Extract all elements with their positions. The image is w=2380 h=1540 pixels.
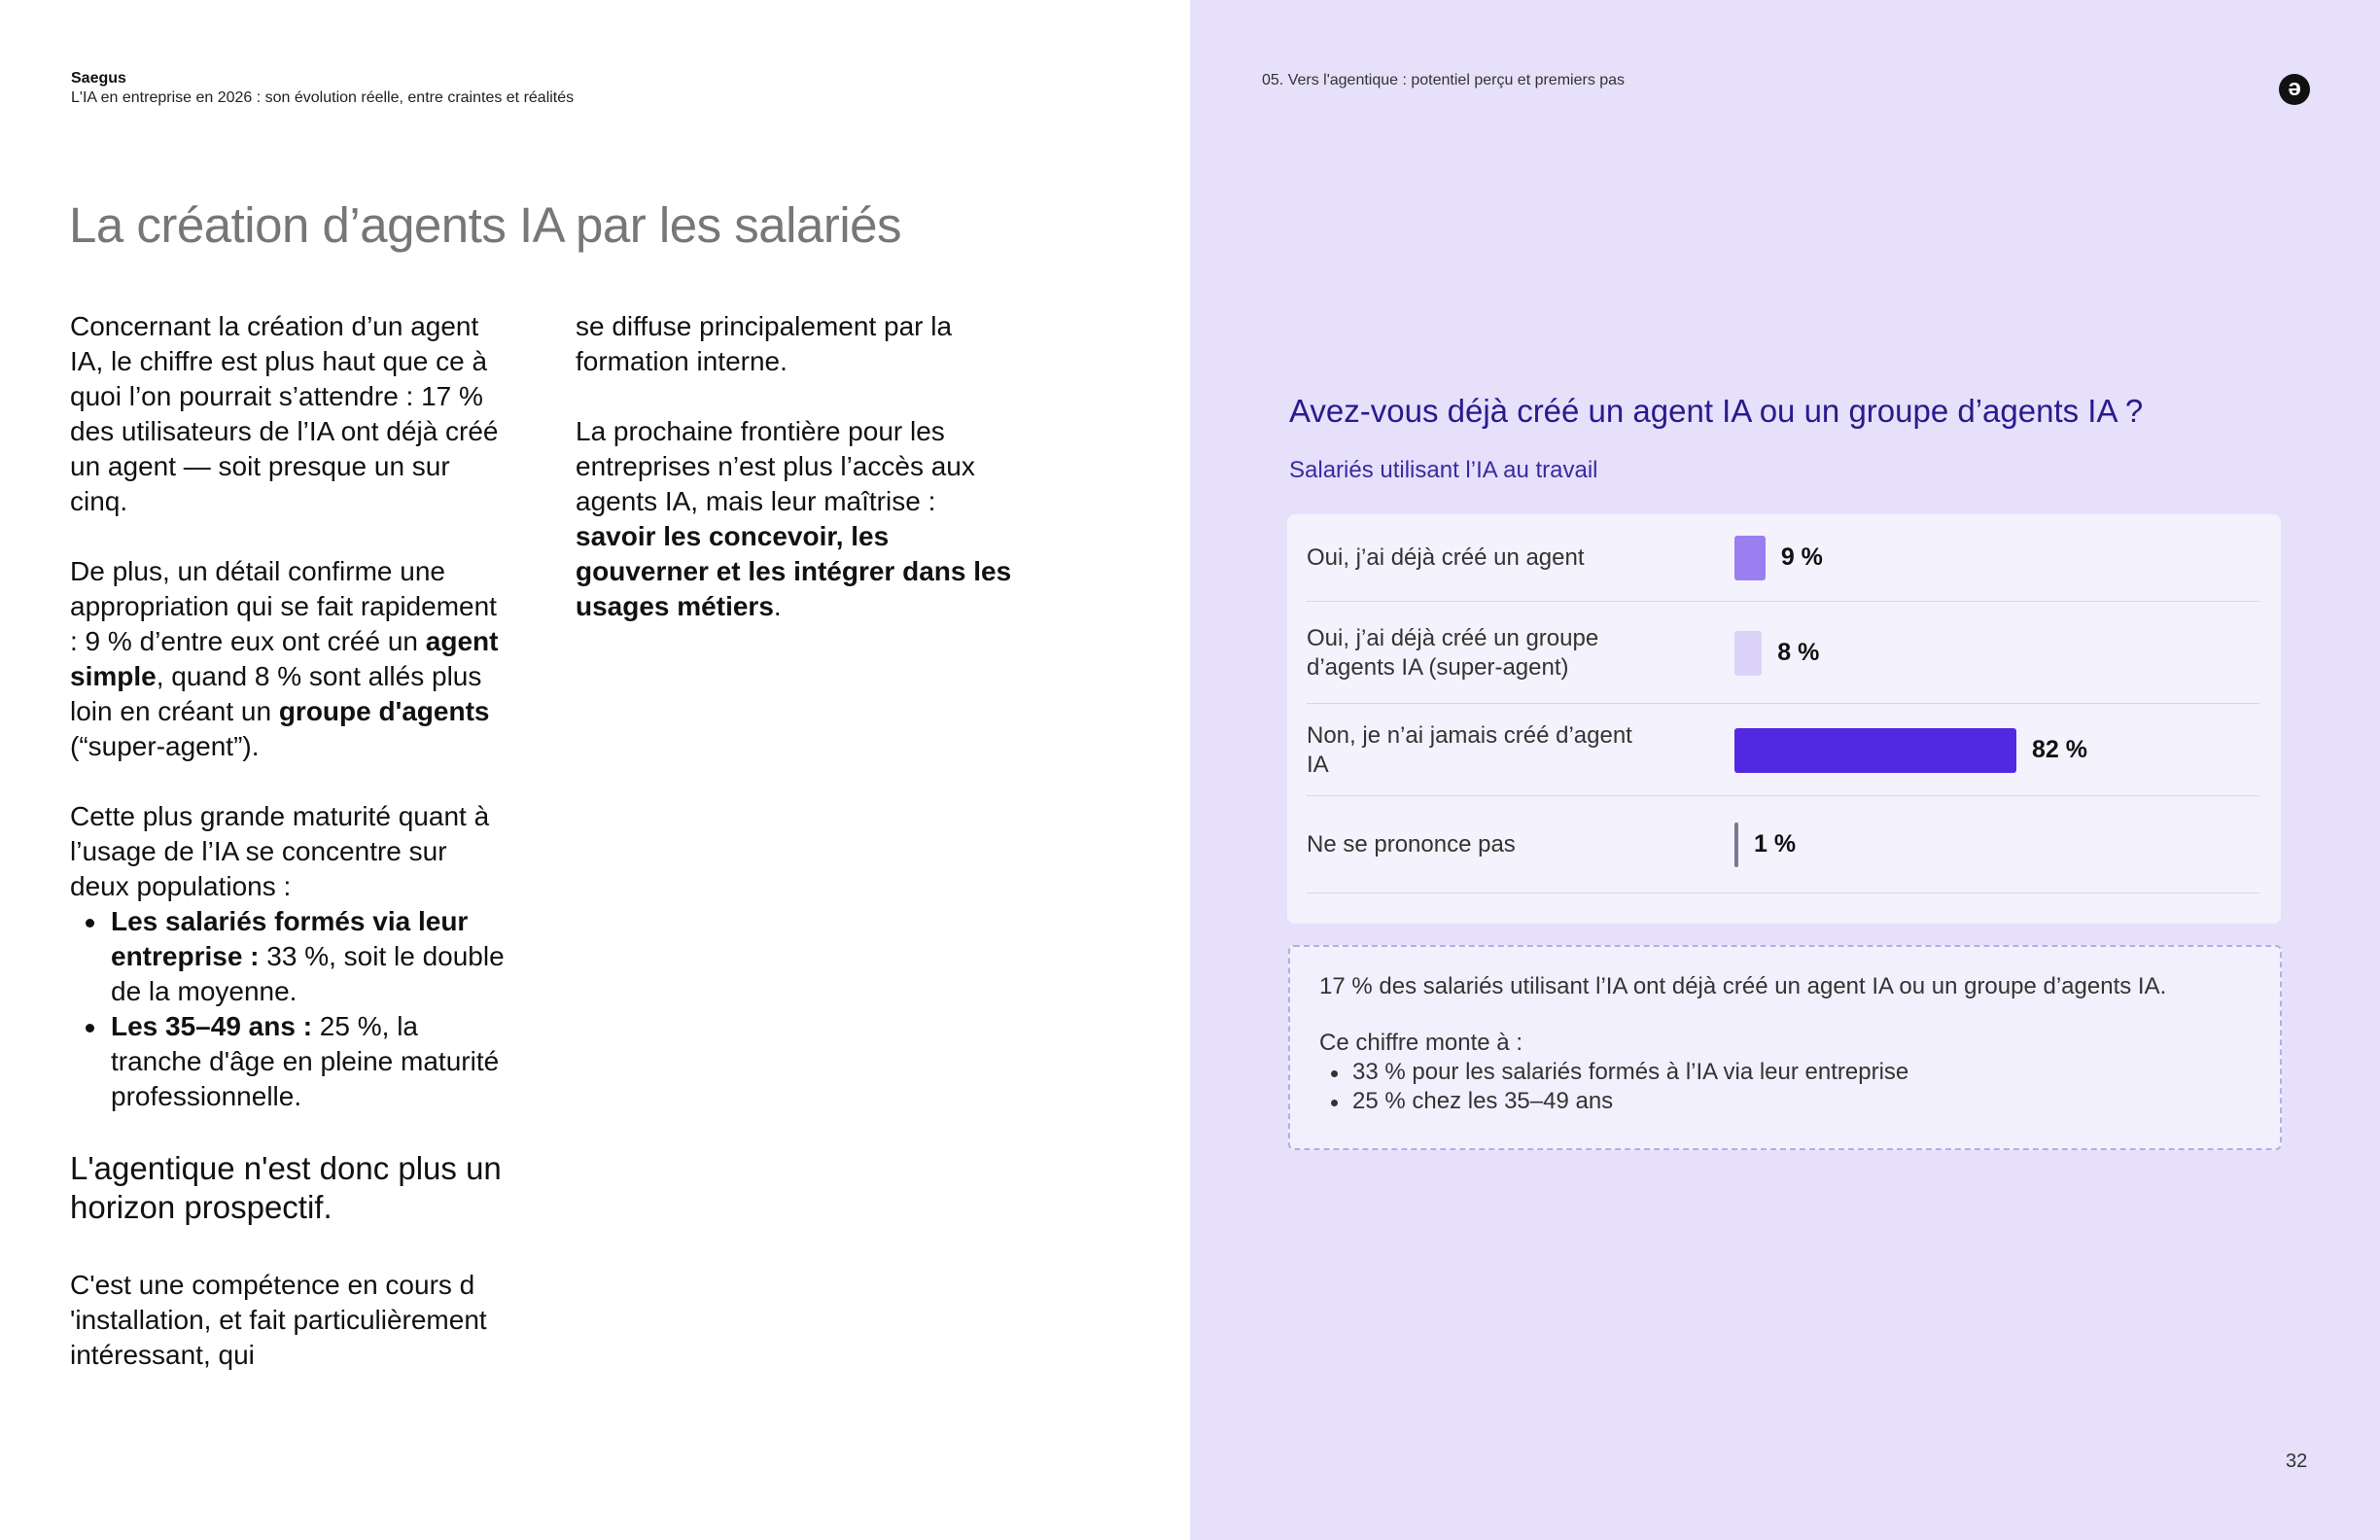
chart-row: [1307, 796, 2259, 893]
section-label: 05. Vers l'agentique : potentiel perçu et premiers pas: [1262, 72, 1626, 88]
list-item: 33 % pour les salariés formés à l’IA via leur entreprise: [1319, 1058, 2251, 1087]
bold-text: Les 35–49 ans :: [111, 1011, 313, 1041]
text-column-2: [576, 309, 1023, 659]
text-run: 33 %, soit le double de la moyenne.: [111, 941, 505, 1006]
category-label: Ne se prononce pas: [1307, 831, 1516, 858]
bar: [1734, 631, 1762, 676]
paragraph: Cette plus grande maturité quant à l’usage de l’IA se concentre sur deux populations :: [70, 801, 490, 901]
data-label: 82 %: [2032, 735, 2087, 763]
bold-text: Les salariés formés via leur entreprise :: [111, 906, 469, 971]
key-figure-note: [1288, 945, 2282, 1150]
bold-text: savoir les concevoir, les gouverner et les intégrer dans les usages métiers: [576, 521, 1012, 621]
bar: [1734, 536, 1766, 580]
bar-chart: [1287, 514, 2281, 924]
list-item: [70, 904, 508, 1009]
page-title: La création d’agents IA par les salariés: [69, 197, 902, 253]
bold-text: agent simple: [70, 626, 499, 691]
text-run: La prochaine frontière pour les entreprises n’est plus l’accès aux agents IA, mais leur maîtrise :: [576, 416, 975, 516]
text-run: (“super-agent”).: [70, 731, 260, 761]
chart-row: [1307, 602, 2259, 704]
paragraph: se diffuse principalement par la formation interne.: [576, 311, 953, 376]
note-list: [1319, 1058, 2251, 1116]
text-run: , quand 8 % sont allés plus loin en créant un: [70, 661, 482, 726]
bold-text: groupe d'agents: [278, 696, 490, 726]
bar: [1734, 822, 1738, 867]
report-subtitle: L'IA en entreprise en 2026 : son évolution réelle, entre craintes et réalités: [71, 89, 575, 106]
list-item: 25 % chez les 35–49 ans: [1319, 1087, 2251, 1116]
note-line: Ce chiffre monte à :: [1319, 1030, 1522, 1056]
data-label: 9 %: [1780, 543, 1823, 571]
list-item: [70, 1009, 508, 1114]
population-list: [70, 904, 508, 1114]
data-label: 8 %: [1777, 638, 1820, 666]
chart-row: [1307, 514, 2259, 602]
note-line: 17 % des salariés utilisant l’IA ont déjà créé un agent IA ou un groupe d’agents IA.: [1319, 973, 2167, 999]
paragraph: [70, 554, 508, 764]
chart-title: Avez-vous déjà créé un agent IA ou un groupe d’agents IA ?: [1289, 393, 2144, 429]
text-run: .: [773, 591, 782, 621]
category-label: Oui, j’ai déjà créé un groupe d’agents IA (super-agent): [1307, 624, 1599, 681]
brand-name: Saegus: [71, 70, 126, 87]
chart-subtitle: Salariés utilisant l’IA au travail: [1289, 457, 1598, 483]
paragraph: C'est une compétence en cours d 'installation, et fait particulièrement intéressant, qui: [70, 1270, 487, 1370]
data-label: 1 %: [1754, 830, 1797, 858]
category-label: Non, je n’ai jamais créé d’agent IA: [1307, 721, 1632, 778]
category-label: Oui, j’ai déjà créé un agent: [1307, 544, 1585, 571]
chart-row: [1307, 704, 2259, 796]
highlight-statement: L'agentique n'est donc plus un horizon prospectif.: [70, 1150, 502, 1225]
bar: [1734, 728, 2016, 773]
text-column-1: [70, 309, 508, 1408]
text-run: De plus, un détail confirme une appropriation qui se fait rapidement : 9 % d’entre eux ont créé un: [70, 556, 497, 656]
brand-logo-icon: ə: [2279, 74, 2310, 105]
paragraph: Concernant la création d’un agent IA, le chiffre est plus haut que ce à quoi l’on pourrait s’attendre : 17 % des utilisateurs de l’IA ont déjà créé un agent — soit presque un sur cinq.: [70, 311, 499, 516]
page-number: 32: [2286, 1451, 2308, 1472]
text-run: 25 %, la tranche d'âge en pleine maturité professionnelle.: [111, 1011, 500, 1111]
paragraph: [576, 414, 1023, 624]
